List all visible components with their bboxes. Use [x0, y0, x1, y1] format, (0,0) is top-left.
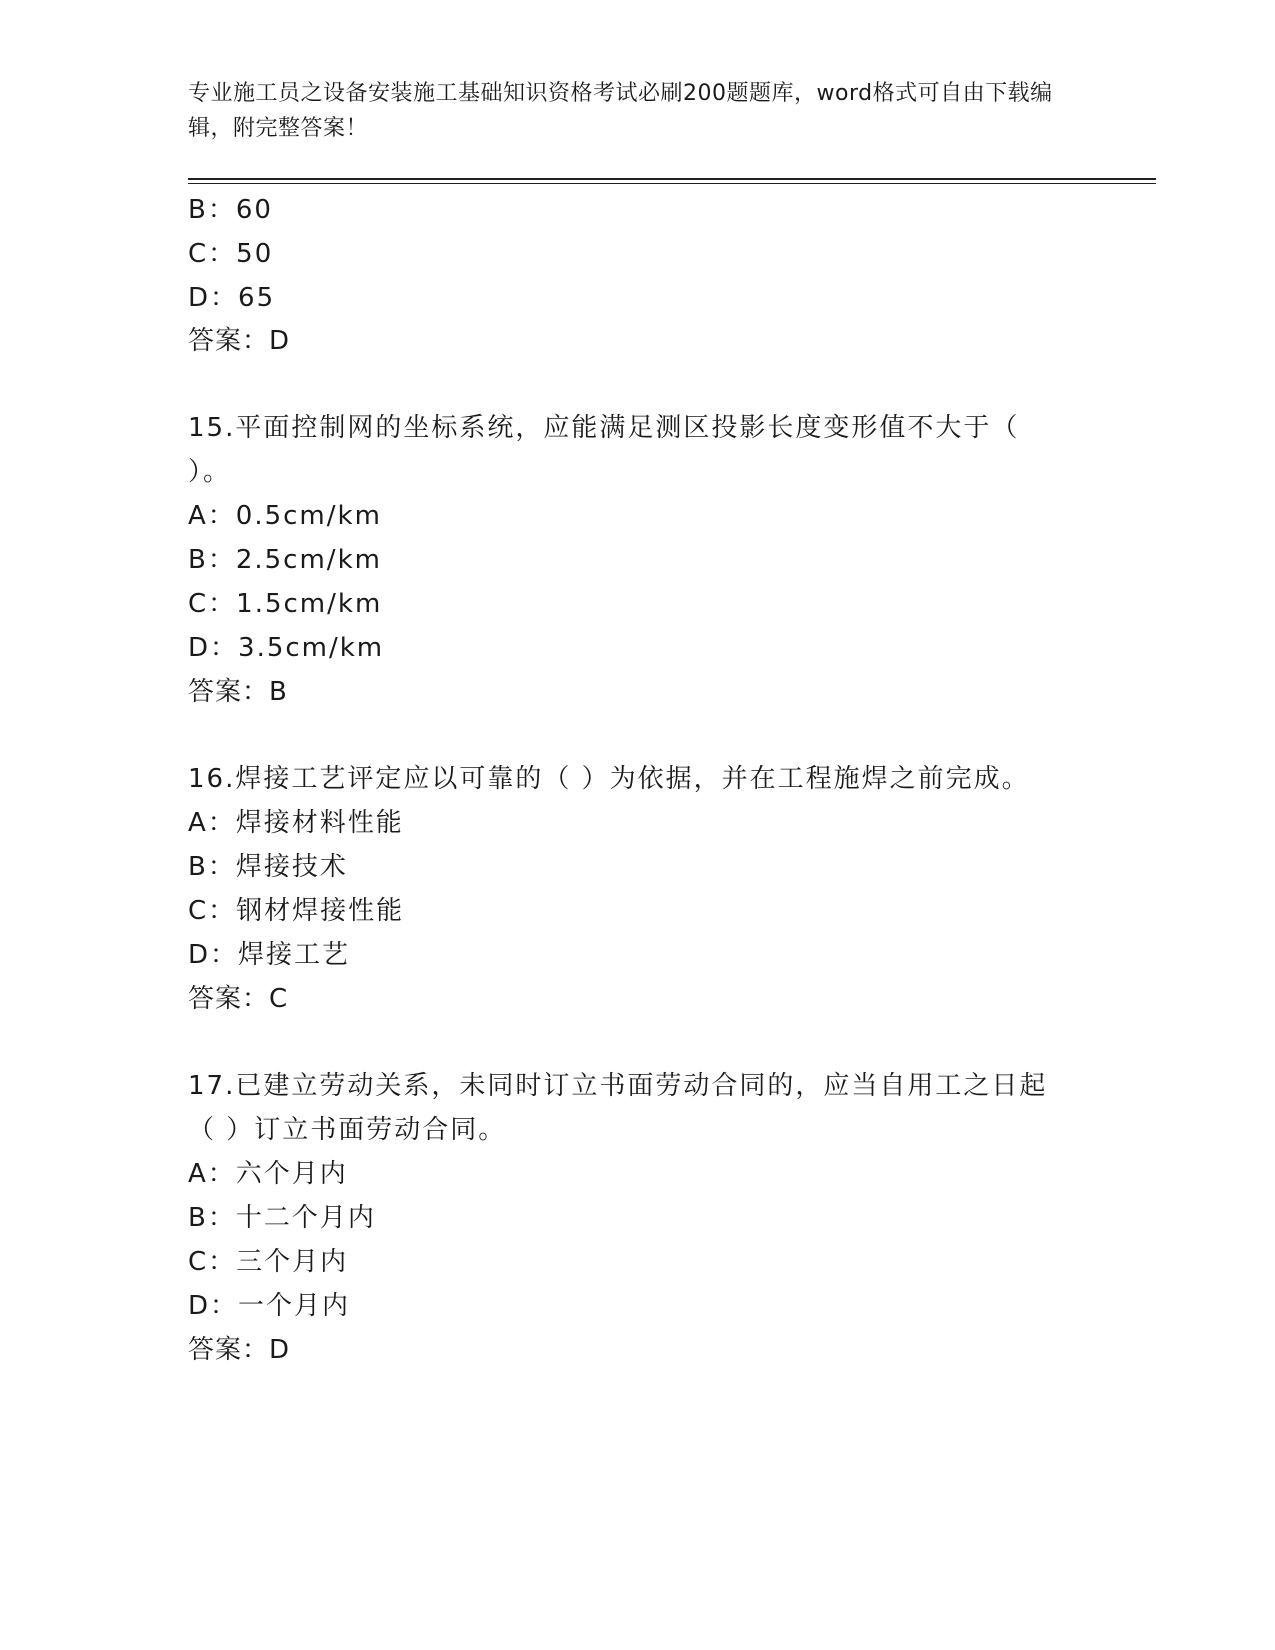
option-c: C：钢材焊接性能	[188, 896, 405, 926]
option-b: B：十二个月内	[188, 1203, 376, 1233]
option-b: B：焊接技术	[188, 852, 348, 882]
answer: 答案：D	[188, 326, 291, 356]
header-divider-bottom	[188, 183, 1156, 184]
option-a: A：焊接材料性能	[188, 808, 404, 838]
option-d: D：焊接工艺	[188, 940, 351, 970]
answer: 答案：D	[188, 1335, 291, 1365]
option-a: A：0.5cm/km	[188, 501, 382, 531]
option-d: D：3.5cm/km	[188, 633, 385, 663]
option-c: C：三个月内	[188, 1247, 349, 1277]
option-d: D：65	[188, 283, 276, 313]
question-stem-continued: ）。	[188, 457, 232, 487]
answer: 答案：B	[188, 677, 288, 707]
option-b: B：2.5cm/km	[188, 545, 382, 575]
document-title: 专业施工员之设备安装施工基础知识资格考试必刷200题题库，word格式可自由下载编辑，附完整答案！	[188, 81, 1053, 141]
question-stem: 17.已建立劳动关系，未同时订立书面劳动合同的，应当自用工之日起	[188, 1071, 1048, 1101]
option-d: D：一个月内	[188, 1291, 351, 1321]
option-c: C：50	[188, 239, 274, 269]
question-stem: 15.平面控制网的坐标系统，应能满足测区投影长度变形值不大于（	[188, 413, 1020, 443]
question-stem: 16.焊接工艺评定应以可靠的（ ）为依据，并在工程施焊之前完成。	[188, 764, 1030, 794]
option-a: A：六个月内	[188, 1159, 348, 1189]
option-b: B：60	[188, 195, 273, 225]
header-divider-top	[188, 178, 1156, 180]
option-c: C：1.5cm/km	[188, 589, 383, 619]
answer: 答案：C	[188, 984, 289, 1014]
question-stem-continued: （ ）订立书面劳动合同。	[188, 1115, 507, 1145]
